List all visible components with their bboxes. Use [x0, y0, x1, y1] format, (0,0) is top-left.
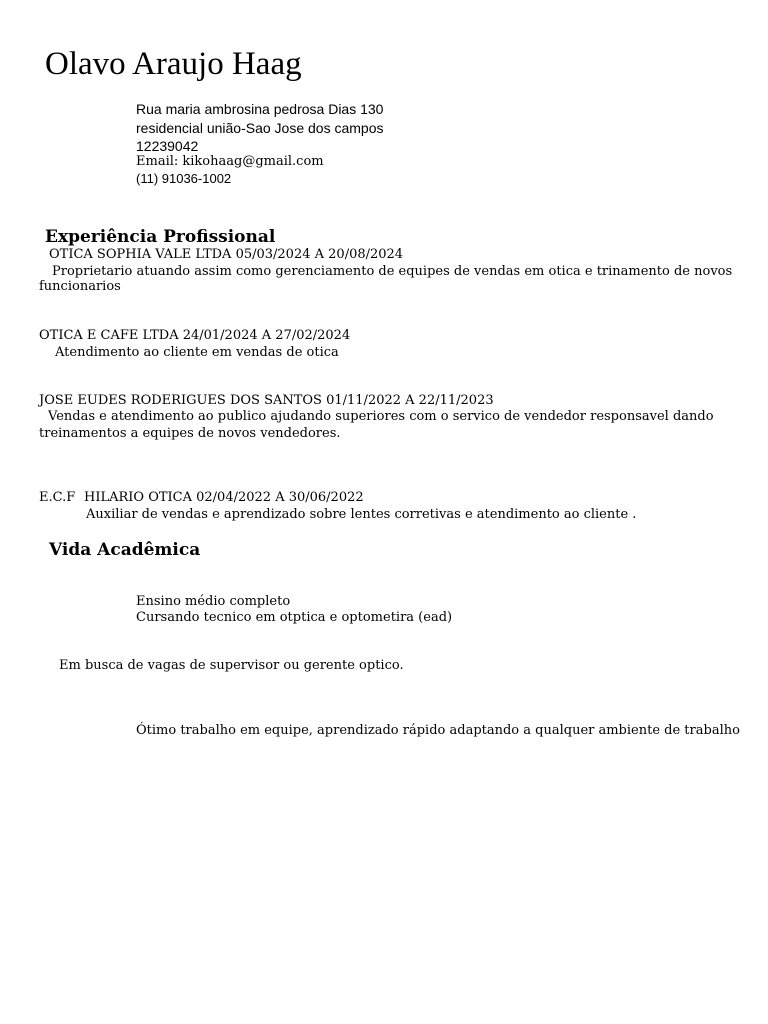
job-title: JOSE EUDES RODERIGUES DOS SANTOS 01/11/2022 A 22/11/2023 [39, 393, 494, 408]
job-title: OTICA SOPHIA VALE LTDA 05/03/2024 A 20/08/2024 [49, 247, 404, 262]
experience-heading: Experiência Profissional [45, 227, 276, 247]
address-neighborhood: residencial união-Sao Jose dos campos [136, 120, 384, 136]
address-street: Rua maria ambrosina pedrosa Dias 130 [136, 101, 384, 117]
job-description: Vendas e atendimento ao publico ajudando superiores com o servico de vendedor responsavel dando [48, 409, 714, 424]
academic-item: Cursando tecnico em otptica e optometira (ead) [136, 610, 453, 625]
job-description: Auxiliar de vendas e aprendizado sobre lentes corretivas e atendimento ao cliente . [86, 507, 637, 522]
candidate-name: Olavo Araujo Haag [45, 46, 302, 82]
academic-item: Ensino médio completo [136, 594, 291, 609]
job-description: Atendimento ao cliente em vendas de otica [55, 345, 339, 360]
job-title: OTICA E CAFE LTDA 24/01/2024 A 27/02/2024 [39, 328, 351, 343]
email-line: Email: kikohaag@gmail.com [136, 154, 324, 169]
summary-text: Ótimo trabalho em equipe, aprendizado rápido adaptando a qualquer ambiente de trabalho [136, 723, 740, 738]
address-zip: 12239042 [136, 138, 199, 154]
job-description-continued: funcionarios [39, 279, 121, 294]
job-title: HILARIO OTICA 02/04/2022 A 30/06/2022 [84, 490, 364, 505]
job-description-continued: treinamentos a equipes de novos vendedores. [39, 426, 341, 441]
job-title-prefix: E.C.F [39, 490, 76, 505]
objective-text: Em busca de vagas de supervisor ou gerente optico. [59, 658, 404, 673]
phone-line: (11) 91036-1002 [136, 171, 232, 186]
job-description: Proprietario atuando assim como gerenciamento de equipes de vendas em otica e trinamento de novos [52, 264, 733, 279]
academic-heading: Vida Acadêmica [49, 540, 201, 560]
